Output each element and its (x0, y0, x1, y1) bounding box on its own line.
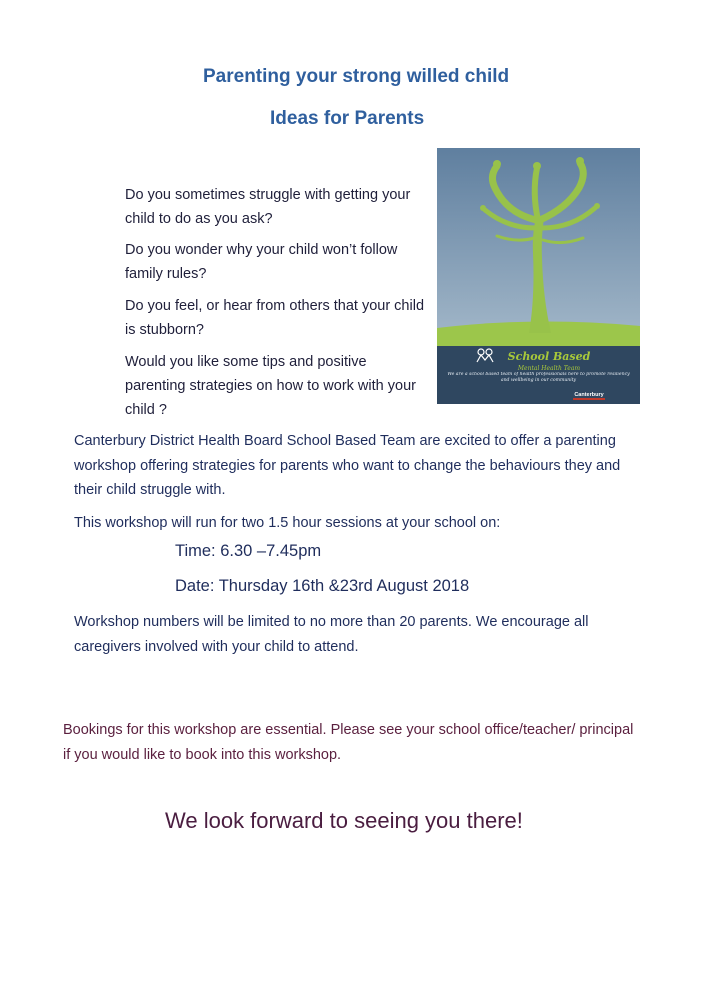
question-item: Do you feel, or hear from others that your child is stubborn? (125, 298, 425, 338)
tree-illustration (437, 148, 640, 404)
booking-paragraph: Bookings for this workshop are essential. Please see your school office/teacher/ principal if you would like to book into this workshop. (63, 722, 634, 763)
workshop-time: Time: 6.30 –7.45pm (175, 542, 322, 560)
intro-paragraph: Canterbury District Health Board School Based Team are excited to offer a parenting workshop offering strategies for parents who want to change the behaviours they and their child struggle with. (74, 433, 621, 498)
page-subtitle: Ideas for Parents (270, 108, 425, 129)
sessions-line: This workshop will run for two 1.5 hour sessions at your school on: (74, 515, 501, 531)
question-item: Would you like some tips and positive parenting strategies on how to work with your child ? (125, 354, 416, 418)
page-title: Parenting your strong willed child (203, 66, 510, 87)
question-item: Do you wonder why your child won’t follow family rules? (125, 242, 398, 282)
numbers-paragraph: Workshop numbers will be limited to no more than 20 parents. We encourage all caregivers involved with your child to attend. (74, 614, 589, 655)
poster-tagline: We are a school based team of health professionals here to promote resiliency and wellbeing in our community (447, 372, 630, 383)
workshop-date: Date: Thursday 16th &23rd August 2018 (175, 577, 470, 595)
poster-org: Canterbury (574, 392, 604, 398)
school-based-team-poster (437, 148, 640, 404)
poster-subtitle: Mental Health Team (517, 365, 581, 372)
question-item: Do you sometimes struggle with getting your child to do as you ask? (125, 187, 411, 227)
closing-line: We look forward to seeing you there! (165, 808, 523, 833)
poster-title: School Based (507, 350, 591, 363)
